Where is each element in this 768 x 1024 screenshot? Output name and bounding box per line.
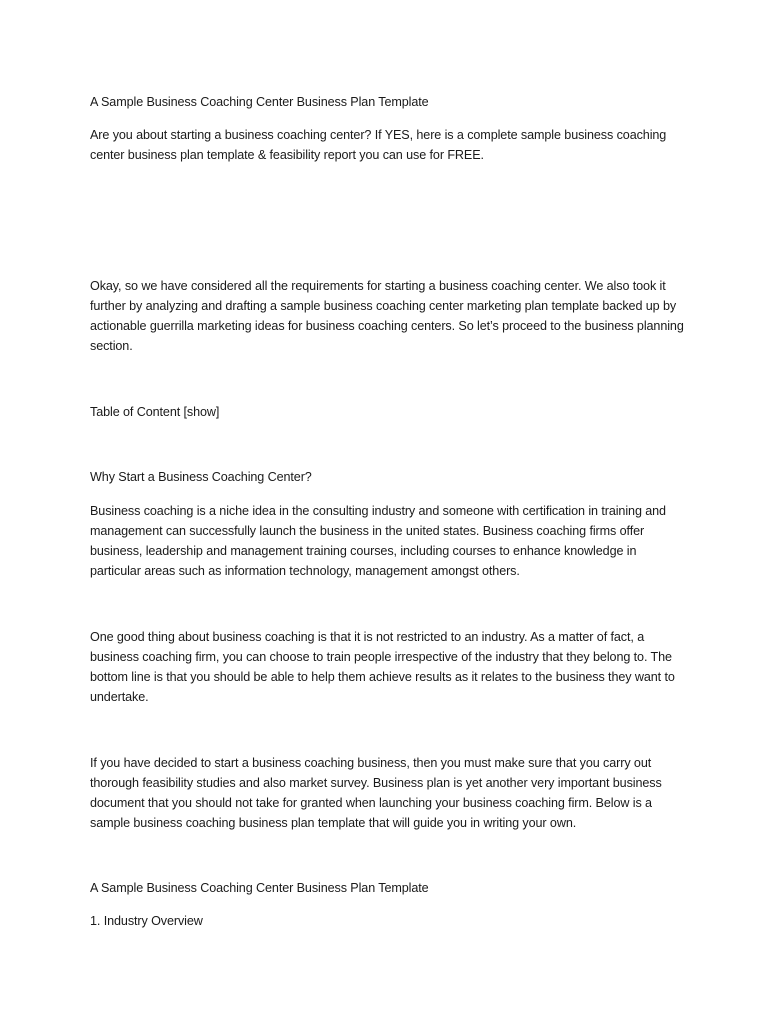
table-of-content-toggle[interactable]: Table of Content [show]	[90, 405, 220, 419]
document-page	[90, 0, 690, 1024]
plan-template-heading: A Sample Business Coaching Center Business Plan Template	[90, 881, 429, 895]
decided-paragraph: If you have decided to start a business coaching business, then you must make sure that you carry out thorough feasibility studies and also market survey. Business plan is yet another very important business document that you should not take for granted when launching your business coaching firm. Below is a sample business coaching business plan template that will guide you in writing your own.	[90, 756, 662, 830]
good-thing-paragraph: One good thing about business coaching is that it is not restricted to an industry. As a matter of fact, a business coaching firm, you can choose to train people irrespective of the industry that they belong to. The bottom line is that you should be able to help them achieve results as it relates to the business they want to undertake.	[90, 630, 675, 704]
intro-paragraph: Are you about starting a business coaching center? If YES, here is a complete sample business coaching center business plan template & feasibility report you can use for FREE.	[90, 128, 667, 162]
why-start-paragraph: Business coaching is a niche idea in the consulting industry and someone with certification in training and management can successfully launch the business in the united states. Business coaching firms offer business, leadership and management training courses, including courses to enhance knowledge in particular areas such as information technology, management amongst others.	[90, 504, 666, 578]
why-start-heading: Why Start a Business Coaching Center?	[90, 470, 312, 484]
industry-overview-heading: 1. Industry Overview	[90, 914, 203, 928]
okay-paragraph: Okay, so we have considered all the requirements for starting a business coaching center. We also took it further by analyzing and drafting a sample business coaching center marketing plan template backed up by actionable guerrilla marketing ideas for business coaching centers. So let’s proceed to the business planning section.	[90, 279, 684, 353]
document-title: A Sample Business Coaching Center Business Plan Template	[90, 95, 429, 109]
